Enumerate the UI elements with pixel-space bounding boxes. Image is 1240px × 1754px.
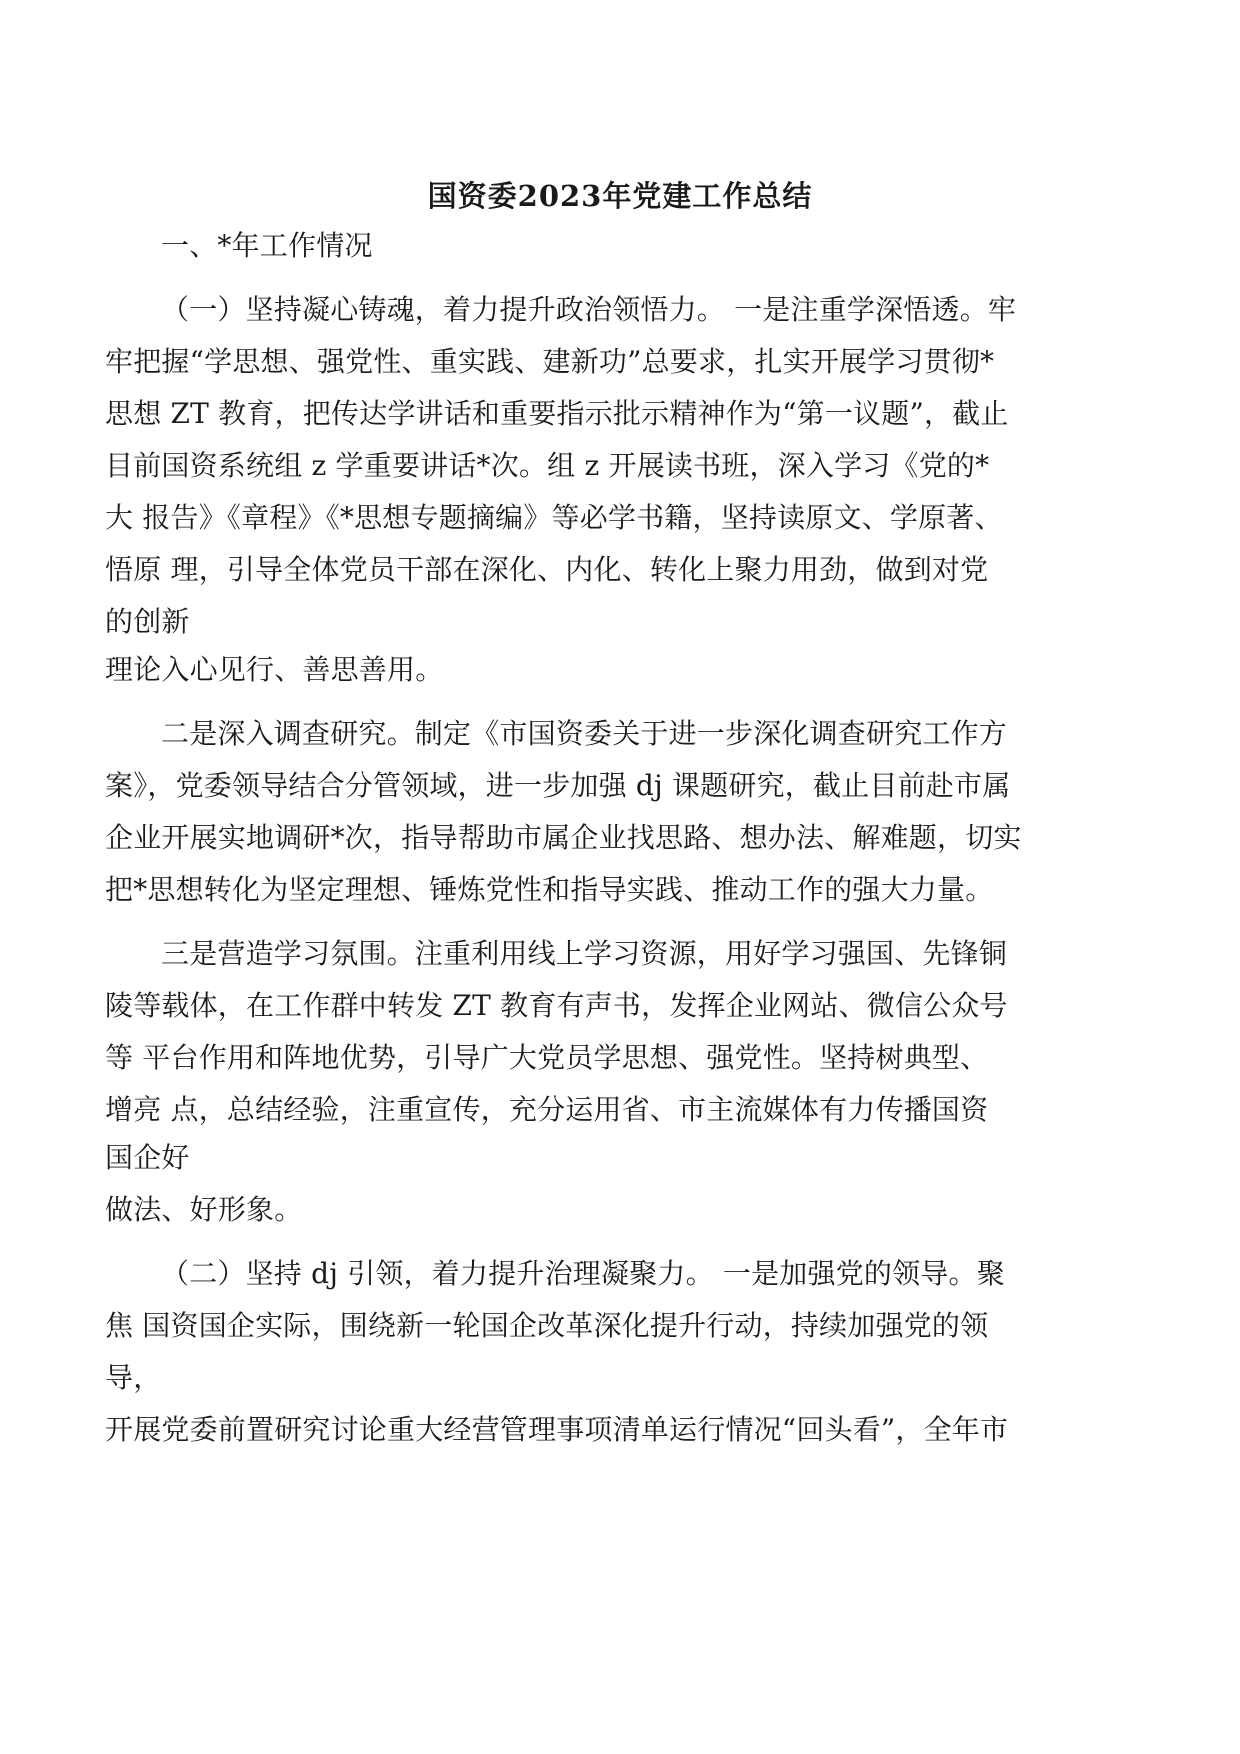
- body-line: 企业开展实地调研*次，指导帮助市属企业找思路、想办法、解难题，切实: [105, 821, 1022, 854]
- body-line: 三是营造学习氛围。注重利用线上学习资源，用好学习强国、先锋铜: [161, 937, 1008, 970]
- document-title: 国资委2023年党建工作总结: [427, 179, 813, 213]
- body-line: 增亮 点，总结经验，注重宣传，充分运用省、市主流媒体有力传播国资: [105, 1093, 989, 1126]
- body-line: 一、*年工作情况: [161, 229, 373, 262]
- body-line: 案》，党委领导结合分管领域，进一步加强 dj 课题研究，截止目前赴市属: [105, 769, 1011, 802]
- body-line: 做法、好形象。: [105, 1193, 303, 1226]
- body-line: 悟原 理，引导全体党员干部在深化、内化、转化上聚力用劲，做到对党: [105, 553, 989, 586]
- body-line: 牢把握“学思想、强党性、重实践、建新功”总要求，扎实开展学习贯彻*: [105, 345, 995, 378]
- body-line: 焦 国资国企实际，围绕新一轮国企改革深化提升行动，持续加强党的领: [105, 1309, 989, 1342]
- body-line: 目前国资系统组 z 学重要讲话*次。组 z 开展读书班，深入学习《党的*: [105, 449, 990, 482]
- body-line: 把*思想转化为坚定理想、锤炼党性和指导实践、推动工作的强大力量。: [105, 873, 994, 906]
- body-line: 思想 ZT 教育，把传达学讲话和重要指示批示精神作为“第一议题”，截止: [105, 397, 1009, 430]
- body-line: 陵等载体，在工作群中转发 ZT 教育有声书，发挥企业网站、微信公众号: [105, 989, 1008, 1022]
- body-line: 理论入心见行、善思善用。: [105, 653, 444, 686]
- body-line: （一）坚持凝心铸魂，着力提升政治领悟力。 一是注重学深悟透。牢: [161, 293, 1017, 326]
- body-line: （二）坚持 dj 引领，着力提升治理凝聚力。 一是加强党的领导。聚: [161, 1257, 1005, 1290]
- body-line: 大 报告》《章程》《*思想专题摘编》等必学书籍，坚持读原文、学原著、: [105, 501, 1003, 534]
- body-line: 等 平台作用和阵地优势，引导广大党员学思想、强党性。坚持树典型、: [105, 1041, 989, 1074]
- body-line: 的创新: [105, 605, 190, 638]
- body-line: 开展党委前置研究讨论重大经营管理事项清单运行情况“回头看”，全年市: [105, 1413, 1009, 1446]
- body-line: 导，: [105, 1361, 162, 1394]
- body-line: 国企好: [105, 1141, 190, 1174]
- body-line: 二是深入调查研究。制定《市国资委关于进一步深化调查研究工作方: [161, 717, 1008, 750]
